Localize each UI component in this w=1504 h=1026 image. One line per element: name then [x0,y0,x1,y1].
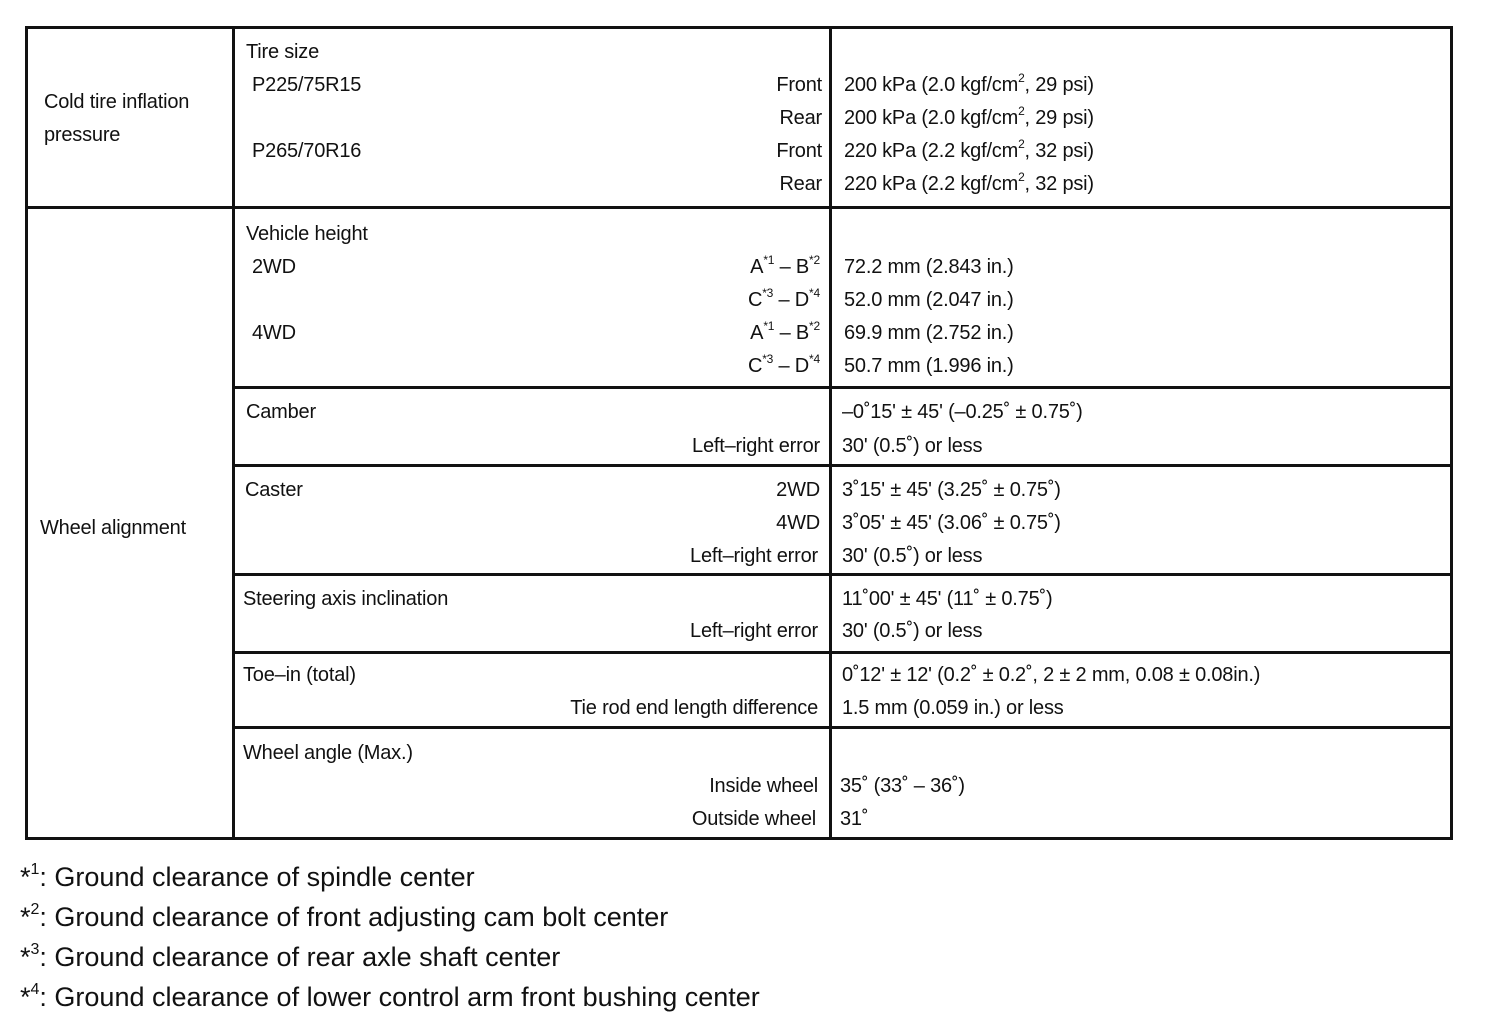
column-divider-1 [232,27,235,838]
camber-value: –0˚15' ± 45' (–0.25˚ ± 0.75˚) [842,401,1083,423]
height-value: 69.9 mm (2.752 in.) [844,322,1014,344]
inside-wheel-value: 35˚ (33˚ – 36˚) [840,775,965,797]
tire-row-label: Rear [779,173,822,195]
caster-2wd-value: 3˚15' ± 45' (3.25˚ ± 0.75˚) [842,479,1061,501]
tire-pressure-value: 220 kPa (2.2 kgf/$cm^2$, 32 psi) [844,170,1094,195]
tire-row-label: Front [776,74,822,96]
tire-size-1: P225/75R15 [252,74,362,96]
tie-rod-label: Tie rod end length difference [570,697,818,719]
outside-wheel-label: Outside wheel [691,808,816,830]
caster-error-label: Left–right error [690,545,818,567]
caster-2wd-label: 2WD [776,479,820,501]
steering-error-value: 30' (0.5˚) or less [842,620,983,642]
toe-value: 0˚12' ± 12' (0.2˚ ± 0.2˚, 2 ± 2 mm, 0.08 ± 0.08in.) [842,664,1261,686]
footnote: *$^4$: Ground clearance of lower control arm front bushing center [20,981,760,1012]
column-divider-2 [829,27,832,838]
toe-header: Toe–in (total) [243,664,356,686]
caster-4wd-label: 4WD [776,512,820,534]
tire-category-label: Cold tire inflation [44,91,190,113]
height-measure-label: $C^{*3} - D^{*4}$ [747,286,820,311]
row-divider-caster [234,573,1452,576]
footnote: *$^2$: Ground clearance of front adjusting cam bolt center [20,901,669,932]
steering-error-label: Left–right error [690,620,818,642]
caster-4wd-value: 3˚05' ± 45' (3.06˚ ± 0.75˚) [842,512,1061,534]
tire-row-label: Front [776,140,822,162]
vehicle-height-2wd: 2WD [252,256,296,278]
height-measure-label: $A^{*1} - B^{*2}$ [750,319,820,344]
tire-pressure-value: 200 kPa (2.0 kgf/$cm^2$, 29 psi) [844,71,1094,96]
tire-pressure-value: 200 kPa (2.0 kgf/$cm^2$, 29 psi) [844,104,1094,129]
row-divider-steering [234,651,1452,654]
tie-rod-value: 1.5 mm (0.059 in.) or less [842,697,1064,719]
inside-wheel-label: Inside wheel [709,775,818,797]
camber-header: Camber [246,401,316,423]
steering-header: Steering axis inclination [243,588,449,610]
footnote: *$^1$: Ground clearance of spindle center [20,861,475,892]
tire-category-label-line2: pressure [44,124,121,146]
vehicle-height-header: Vehicle height [246,223,368,245]
height-measure-label: $C^{*3} - D^{*4}$ [747,352,820,377]
alignment-category-label: Wheel alignment [40,517,186,539]
tire-size-header: Tire size [246,41,320,63]
footnote: *$^3$: Ground clearance of rear axle shaft center [20,941,561,972]
caster-header: Caster [245,479,303,501]
row-divider-tire [26,206,1452,209]
height-value: 72.2 mm (2.843 in.) [844,256,1014,278]
caster-error-value: 30' (0.5˚) or less [842,545,983,567]
height-value: 50.7 mm (1.996 in.) [844,355,1014,377]
height-value: 52.0 mm (2.047 in.) [844,289,1014,311]
steering-value: 11˚00' ± 45' (11˚ ± 0.75˚) [842,588,1053,610]
outside-wheel-value: 31˚ [840,808,869,830]
tire-pressure-value: 220 kPa (2.2 kgf/$cm^2$, 32 psi) [844,137,1094,162]
camber-error-value: 30' (0.5˚) or less [842,435,983,457]
tire-row-label: Rear [779,107,822,129]
tire-size-2: P265/70R16 [252,140,362,162]
wheel-angle-header: Wheel angle (Max.) [243,742,413,764]
height-measure-label: $A^{*1} - B^{*2}$ [750,253,820,278]
row-divider-camber [234,464,1452,467]
row-divider-toe [234,726,1452,729]
row-divider-height [234,386,1452,389]
vehicle-height-4wd: 4WD [252,322,296,344]
camber-error-label: Left–right error [692,435,820,457]
